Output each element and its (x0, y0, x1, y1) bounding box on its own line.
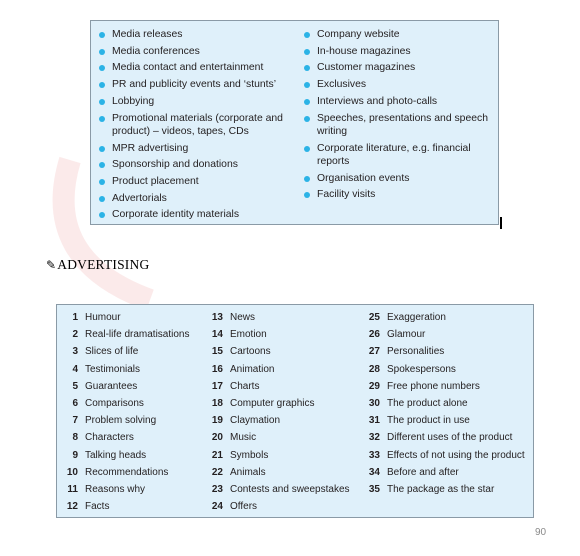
row-number: 10 (66, 466, 78, 478)
list-item (99, 78, 289, 91)
bullet-icon (304, 146, 310, 152)
table-row (207, 328, 350, 345)
text-cursor-bar (500, 217, 502, 229)
pr-tools-right-list (304, 28, 492, 205)
list-item-text: Advertorials (112, 192, 167, 204)
row-number: 21 (211, 449, 223, 461)
bullet-icon (304, 65, 310, 71)
bullet-icon (304, 116, 310, 122)
row-number: 19 (211, 415, 223, 427)
list-item-text: Corporate literature, e.g. financial reports (317, 142, 471, 168)
row-text: Different uses of the product (387, 432, 513, 444)
table-row (207, 431, 350, 448)
table-row (62, 345, 190, 362)
row-text: Problem solving (85, 415, 157, 427)
table-row (207, 397, 350, 414)
pencil-icon: ✎ (46, 258, 57, 272)
list-item (304, 61, 492, 74)
row-number: 29 (368, 380, 380, 392)
row-text: Effects of not using the product (387, 449, 525, 461)
list-item (99, 192, 289, 205)
row-text: Talking heads (85, 449, 147, 461)
table-row (207, 466, 350, 483)
list-item (99, 95, 289, 108)
bullet-icon (99, 99, 105, 105)
row-number: 2 (72, 329, 78, 341)
table-row (62, 414, 190, 431)
row-text: Spokespersons (387, 363, 456, 375)
row-text: Cartoons (230, 346, 271, 358)
row-text: The package as the star (387, 483, 495, 495)
row-text: Comparisons (85, 397, 144, 409)
row-number: 14 (211, 329, 223, 341)
pr-tools-left-list (99, 28, 289, 225)
table-row (364, 449, 525, 466)
row-text: The product alone (387, 397, 468, 409)
table-row (364, 466, 525, 483)
bullet-icon (99, 146, 105, 152)
list-item (304, 142, 492, 169)
row-number: 23 (211, 483, 223, 495)
table-row (364, 431, 525, 448)
table-row (364, 345, 525, 362)
row-number: 11 (67, 483, 78, 495)
list-item (99, 158, 289, 171)
page-number: 90 (535, 527, 547, 538)
row-text: Animals (230, 466, 266, 478)
row-text: Glamour (387, 329, 426, 341)
table-row (62, 500, 190, 517)
table-row (62, 466, 190, 483)
row-number: 26 (368, 329, 380, 341)
list-item-text: Promotional materials (corporate and product) – videos, tapes, CDs (112, 112, 283, 137)
row-number: 12 (66, 501, 78, 513)
row-number: 8 (72, 432, 78, 444)
table-row (207, 345, 350, 362)
table-row (62, 397, 190, 414)
bullet-icon (99, 212, 105, 218)
row-text: Symbols (230, 449, 269, 461)
bullet-icon (304, 176, 310, 182)
row-text: Before and after (387, 466, 459, 478)
table-row (364, 397, 525, 414)
list-item-text: Media releases (112, 29, 183, 40)
bullet-icon (99, 116, 105, 122)
list-item (304, 172, 492, 185)
row-number: 33 (368, 449, 380, 461)
row-number: 27 (368, 346, 380, 358)
table-row (207, 483, 350, 500)
list-item (99, 61, 289, 74)
list-item-text: Lobbying (112, 95, 155, 107)
row-number: 9 (72, 449, 78, 461)
list-item-text: Interviews and photo-calls (317, 95, 438, 107)
row-text: Characters (85, 432, 134, 444)
row-number: 22 (211, 466, 223, 478)
bullet-icon (304, 99, 310, 105)
list-item (304, 95, 492, 108)
list-item-text: Media conferences (112, 45, 200, 57)
bullet-icon (99, 162, 105, 168)
bullet-icon (304, 49, 310, 55)
table-row (364, 311, 525, 328)
pr-tools-box (90, 20, 499, 225)
row-text: Facts (85, 501, 110, 513)
list-item-text: Sponsorship and donations (112, 159, 238, 171)
table-row (207, 380, 350, 397)
list-item (99, 208, 289, 221)
row-number: 5 (72, 380, 78, 392)
row-number: 16 (211, 363, 223, 375)
bullet-icon (304, 192, 310, 198)
list-item-text: PR and publicity events and ‘stunts’ (112, 79, 277, 91)
list-item (304, 78, 492, 91)
table-row (62, 363, 190, 380)
section-heading (46, 257, 149, 273)
list-item-text: Facility visits (317, 189, 376, 201)
row-number: 31 (368, 415, 380, 427)
row-text: Offers (230, 501, 258, 513)
row-text: Exaggeration (387, 312, 446, 323)
list-item-text: Speeches, presentations and speech writing (317, 112, 488, 137)
table-row (62, 483, 190, 500)
row-number: 30 (368, 397, 380, 409)
row-number: 7 (72, 415, 78, 427)
bullet-icon (99, 196, 105, 202)
table-row (62, 311, 190, 328)
table-row (62, 380, 190, 397)
row-number: 17 (211, 380, 223, 392)
row-number: 20 (211, 432, 223, 444)
bullet-icon (304, 32, 310, 38)
table-row (62, 431, 190, 448)
row-number: 24 (211, 501, 223, 513)
table-row (364, 483, 525, 500)
row-text: Recommendations (85, 466, 169, 478)
row-text: Contests and sweepstakes (230, 483, 350, 495)
list-item-text: Customer magazines (317, 62, 416, 74)
row-text: Guarantees (85, 380, 138, 392)
row-text: Emotion (230, 329, 267, 341)
row-text: Reasons why (85, 483, 146, 495)
row-number: 34 (368, 466, 380, 478)
table-row (364, 380, 525, 397)
row-number: 18 (211, 397, 223, 409)
row-number: 32 (368, 432, 380, 444)
row-text: Free phone numbers (387, 380, 480, 392)
row-text: Music (230, 432, 257, 444)
row-text: The product in use (387, 415, 470, 427)
list-item (99, 28, 289, 41)
table-row (207, 500, 350, 517)
row-text: Computer graphics (230, 397, 315, 409)
list-item-text: Media contact and entertainment (112, 62, 264, 74)
row-text: Personalities (387, 346, 445, 358)
list-item-text: MPR advertising (112, 142, 189, 154)
advertising-appeals-table (56, 304, 534, 518)
list-item-text: Corporate identity materials (112, 209, 240, 221)
list-item (99, 175, 289, 188)
row-number: 35 (368, 483, 380, 495)
table-column-1 (62, 311, 190, 517)
table-row (207, 449, 350, 466)
row-number: 13 (211, 312, 223, 323)
list-item (99, 142, 289, 155)
list-item-text: Organisation events (317, 172, 410, 184)
list-item (99, 112, 289, 139)
row-number: 28 (368, 363, 380, 375)
row-text: Charts (230, 380, 260, 392)
row-text: Claymation (230, 415, 281, 427)
list-item (304, 45, 492, 58)
row-number: 15 (211, 346, 223, 358)
bullet-icon (99, 32, 105, 38)
row-number: 4 (72, 363, 78, 375)
row-text: Real-life dramatisations (85, 329, 190, 341)
bullet-icon (99, 49, 105, 55)
list-item (304, 188, 492, 201)
table-row (364, 328, 525, 345)
list-item-text: Exclusives (317, 79, 367, 91)
row-number: 3 (72, 346, 78, 358)
heading-text: ADVERTISING (57, 257, 150, 272)
list-item (304, 28, 492, 41)
table-row (207, 363, 350, 380)
list-item-text: Product placement (112, 176, 199, 188)
list-item-text: In-house magazines (317, 45, 411, 57)
row-number: 25 (368, 312, 380, 323)
row-text: Humour (85, 312, 121, 323)
list-item (304, 112, 492, 139)
row-text: Slices of life (85, 346, 139, 358)
table-row (207, 311, 350, 328)
bullet-icon (304, 82, 310, 88)
bullet-icon (99, 65, 105, 71)
row-text: News (230, 312, 256, 323)
row-text: Testimonials (85, 363, 141, 375)
bullet-icon (99, 82, 105, 88)
row-text: Animation (230, 363, 275, 375)
list-item (99, 45, 289, 58)
table-row (364, 414, 525, 431)
bullet-icon (99, 179, 105, 185)
table-row (207, 414, 350, 431)
table-column-3 (364, 311, 525, 500)
table-row (364, 363, 525, 380)
table-row (62, 449, 190, 466)
row-number: 6 (72, 397, 78, 409)
row-number: 1 (72, 312, 78, 323)
table-row (62, 328, 190, 345)
table-column-2 (207, 311, 350, 517)
list-item-text: Company website (317, 29, 400, 40)
